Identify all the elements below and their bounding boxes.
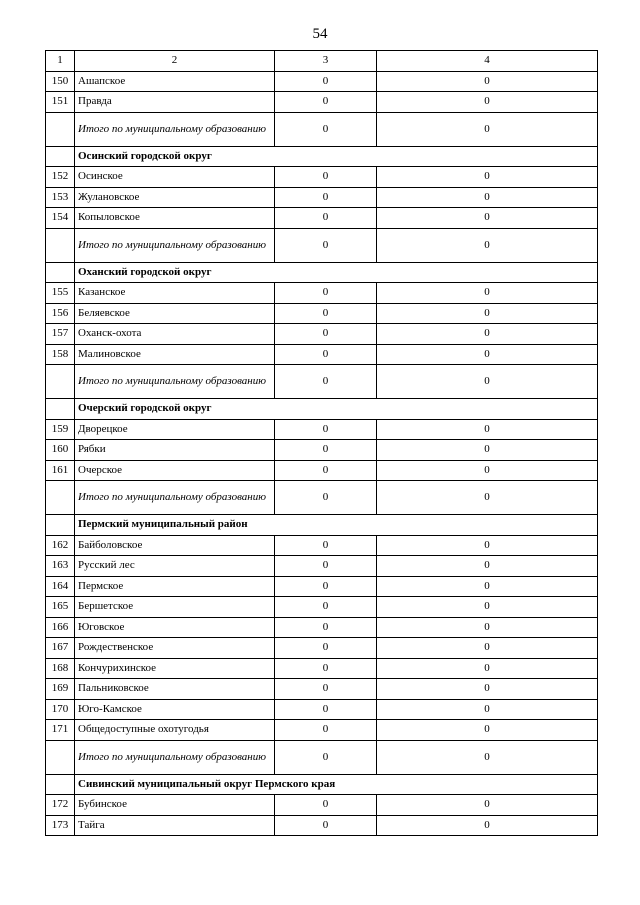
- col3-value: 0: [275, 617, 377, 638]
- table-row: [46, 795, 598, 816]
- section-row: [46, 774, 598, 795]
- col3-value: 0: [275, 228, 377, 262]
- row-number: 150: [46, 71, 75, 92]
- area-name: Пальниковское: [75, 679, 275, 700]
- row-number: 171: [46, 720, 75, 741]
- row-number: 163: [46, 556, 75, 577]
- area-name: Юго-Камское: [75, 699, 275, 720]
- table-row: [46, 597, 598, 618]
- section-title: Очерский городской округ: [75, 399, 598, 420]
- col4-value: 0: [377, 740, 598, 774]
- col3-value: 0: [275, 419, 377, 440]
- table-row: [46, 440, 598, 461]
- table-row: [46, 658, 598, 679]
- col3-value: 0: [275, 365, 377, 399]
- header-cell-2: 2: [75, 51, 275, 72]
- table-row: [46, 556, 598, 577]
- table-row: [46, 283, 598, 304]
- row-number: [46, 112, 75, 146]
- row-number: 155: [46, 283, 75, 304]
- col3-value: 0: [275, 556, 377, 577]
- row-number: 164: [46, 576, 75, 597]
- table-row: [46, 303, 598, 324]
- section-spacer-cell: [46, 515, 75, 536]
- total-label: Итого по муниципальному образованию: [75, 365, 275, 399]
- area-name: Казанское: [75, 283, 275, 304]
- col4-value: 0: [377, 112, 598, 146]
- row-number: 162: [46, 535, 75, 556]
- col3-value: 0: [275, 658, 377, 679]
- section-spacer-cell: [46, 262, 75, 283]
- col4-value: 0: [377, 535, 598, 556]
- table-row: [46, 324, 598, 345]
- row-number: 169: [46, 679, 75, 700]
- col3-value: 0: [275, 208, 377, 229]
- col4-value: 0: [377, 187, 598, 208]
- header-cell-3: 3: [275, 51, 377, 72]
- col4-value: 0: [377, 92, 598, 113]
- area-name: Пермское: [75, 576, 275, 597]
- table-row: [46, 460, 598, 481]
- header-cell-4: 4: [377, 51, 598, 72]
- table-row: [46, 71, 598, 92]
- table-row: [46, 344, 598, 365]
- table-row: [46, 419, 598, 440]
- area-name: Ашапское: [75, 71, 275, 92]
- col3-value: 0: [275, 720, 377, 741]
- row-number: 152: [46, 167, 75, 188]
- area-name: Байболовское: [75, 535, 275, 556]
- row-number: 161: [46, 460, 75, 481]
- col3-value: 0: [275, 460, 377, 481]
- section-title: Пермский муниципальный район: [75, 515, 598, 536]
- col4-value: 0: [377, 576, 598, 597]
- total-label: Итого по муниципальному образованию: [75, 481, 275, 515]
- table-row: [46, 679, 598, 700]
- col4-value: 0: [377, 71, 598, 92]
- area-name: Юговское: [75, 617, 275, 638]
- row-number: 158: [46, 344, 75, 365]
- col4-value: 0: [377, 617, 598, 638]
- col4-value: 0: [377, 597, 598, 618]
- col4-value: 0: [377, 324, 598, 345]
- area-name: Оханск-охота: [75, 324, 275, 345]
- section-title: Осинский городской округ: [75, 146, 598, 167]
- col4-value: 0: [377, 365, 598, 399]
- section-title: Оханский городской округ: [75, 262, 598, 283]
- allocation-table: [45, 50, 598, 836]
- area-name: Русский лес: [75, 556, 275, 577]
- col4-value: 0: [377, 283, 598, 304]
- section-row: [46, 399, 598, 420]
- row-number: 159: [46, 419, 75, 440]
- area-name: Беляевское: [75, 303, 275, 324]
- table-row: [46, 699, 598, 720]
- col4-value: 0: [377, 720, 598, 741]
- col4-value: 0: [377, 344, 598, 365]
- row-number: 170: [46, 699, 75, 720]
- col4-value: 0: [377, 679, 598, 700]
- header-row: [46, 51, 598, 72]
- col4-value: 0: [377, 481, 598, 515]
- col4-value: 0: [377, 228, 598, 262]
- col4-value: 0: [377, 167, 598, 188]
- table-row: [46, 167, 598, 188]
- area-name: Осинское: [75, 167, 275, 188]
- col3-value: 0: [275, 576, 377, 597]
- section-row: [46, 146, 598, 167]
- col4-value: 0: [377, 795, 598, 816]
- area-name: Бубинское: [75, 795, 275, 816]
- row-number: 167: [46, 638, 75, 659]
- total-row: [46, 112, 598, 146]
- total-row: [46, 365, 598, 399]
- table-body: [46, 51, 598, 836]
- col3-value: 0: [275, 481, 377, 515]
- area-name: Рябки: [75, 440, 275, 461]
- row-number: [46, 228, 75, 262]
- col4-value: 0: [377, 638, 598, 659]
- col3-value: 0: [275, 92, 377, 113]
- area-name: Рождественское: [75, 638, 275, 659]
- section-spacer-cell: [46, 399, 75, 420]
- header-cell-1: 1: [46, 51, 75, 72]
- col3-value: 0: [275, 283, 377, 304]
- col3-value: 0: [275, 535, 377, 556]
- section-row: [46, 262, 598, 283]
- total-label: Итого по муниципальному образованию: [75, 740, 275, 774]
- col4-value: 0: [377, 440, 598, 461]
- col3-value: 0: [275, 167, 377, 188]
- total-row: [46, 481, 598, 515]
- area-name: Очерское: [75, 460, 275, 481]
- row-number: 168: [46, 658, 75, 679]
- row-number: [46, 481, 75, 515]
- col3-value: 0: [275, 71, 377, 92]
- col4-value: 0: [377, 208, 598, 229]
- section-title: Сивинский муниципальный округ Пермского края: [75, 774, 598, 795]
- col3-value: 0: [275, 187, 377, 208]
- total-row: [46, 740, 598, 774]
- row-number: 160: [46, 440, 75, 461]
- row-number: 151: [46, 92, 75, 113]
- col3-value: 0: [275, 679, 377, 700]
- col3-value: 0: [275, 597, 377, 618]
- table-row: [46, 208, 598, 229]
- total-row: [46, 228, 598, 262]
- table-row: [46, 815, 598, 836]
- row-number: 166: [46, 617, 75, 638]
- row-number: 157: [46, 324, 75, 345]
- row-number: 172: [46, 795, 75, 816]
- total-label: Итого по муниципальному образованию: [75, 112, 275, 146]
- table-row: [46, 535, 598, 556]
- col4-value: 0: [377, 460, 598, 481]
- page-number: 54: [312, 26, 328, 42]
- row-number: 173: [46, 815, 75, 836]
- col3-value: 0: [275, 324, 377, 345]
- section-row: [46, 515, 598, 536]
- col4-value: 0: [377, 556, 598, 577]
- row-number: 165: [46, 597, 75, 618]
- area-name: Копыловское: [75, 208, 275, 229]
- table-row: [46, 92, 598, 113]
- area-name: Дворецкое: [75, 419, 275, 440]
- row-number: [46, 740, 75, 774]
- table-row: [46, 638, 598, 659]
- col3-value: 0: [275, 303, 377, 324]
- table-row: [46, 720, 598, 741]
- area-name: Жулановское: [75, 187, 275, 208]
- area-name: Малиновское: [75, 344, 275, 365]
- table-row: [46, 576, 598, 597]
- section-spacer-cell: [46, 774, 75, 795]
- area-name: Тайга: [75, 815, 275, 836]
- col3-value: 0: [275, 740, 377, 774]
- col3-value: 0: [275, 112, 377, 146]
- row-number: [46, 365, 75, 399]
- col4-value: 0: [377, 419, 598, 440]
- area-name: Кончурихинское: [75, 658, 275, 679]
- area-name: Бершетское: [75, 597, 275, 618]
- col3-value: 0: [275, 638, 377, 659]
- area-name: Правда: [75, 92, 275, 113]
- row-number: 153: [46, 187, 75, 208]
- row-number: 154: [46, 208, 75, 229]
- col3-value: 0: [275, 795, 377, 816]
- col4-value: 0: [377, 699, 598, 720]
- section-spacer-cell: [46, 146, 75, 167]
- table-row: [46, 187, 598, 208]
- col4-value: 0: [377, 303, 598, 324]
- row-number: 156: [46, 303, 75, 324]
- area-name: Общедоступные охотугодья: [75, 720, 275, 741]
- col4-value: 0: [377, 815, 598, 836]
- col3-value: 0: [275, 815, 377, 836]
- total-label: Итого по муниципальному образованию: [75, 228, 275, 262]
- table-row: [46, 617, 598, 638]
- col3-value: 0: [275, 699, 377, 720]
- col4-value: 0: [377, 658, 598, 679]
- col3-value: 0: [275, 440, 377, 461]
- col3-value: 0: [275, 344, 377, 365]
